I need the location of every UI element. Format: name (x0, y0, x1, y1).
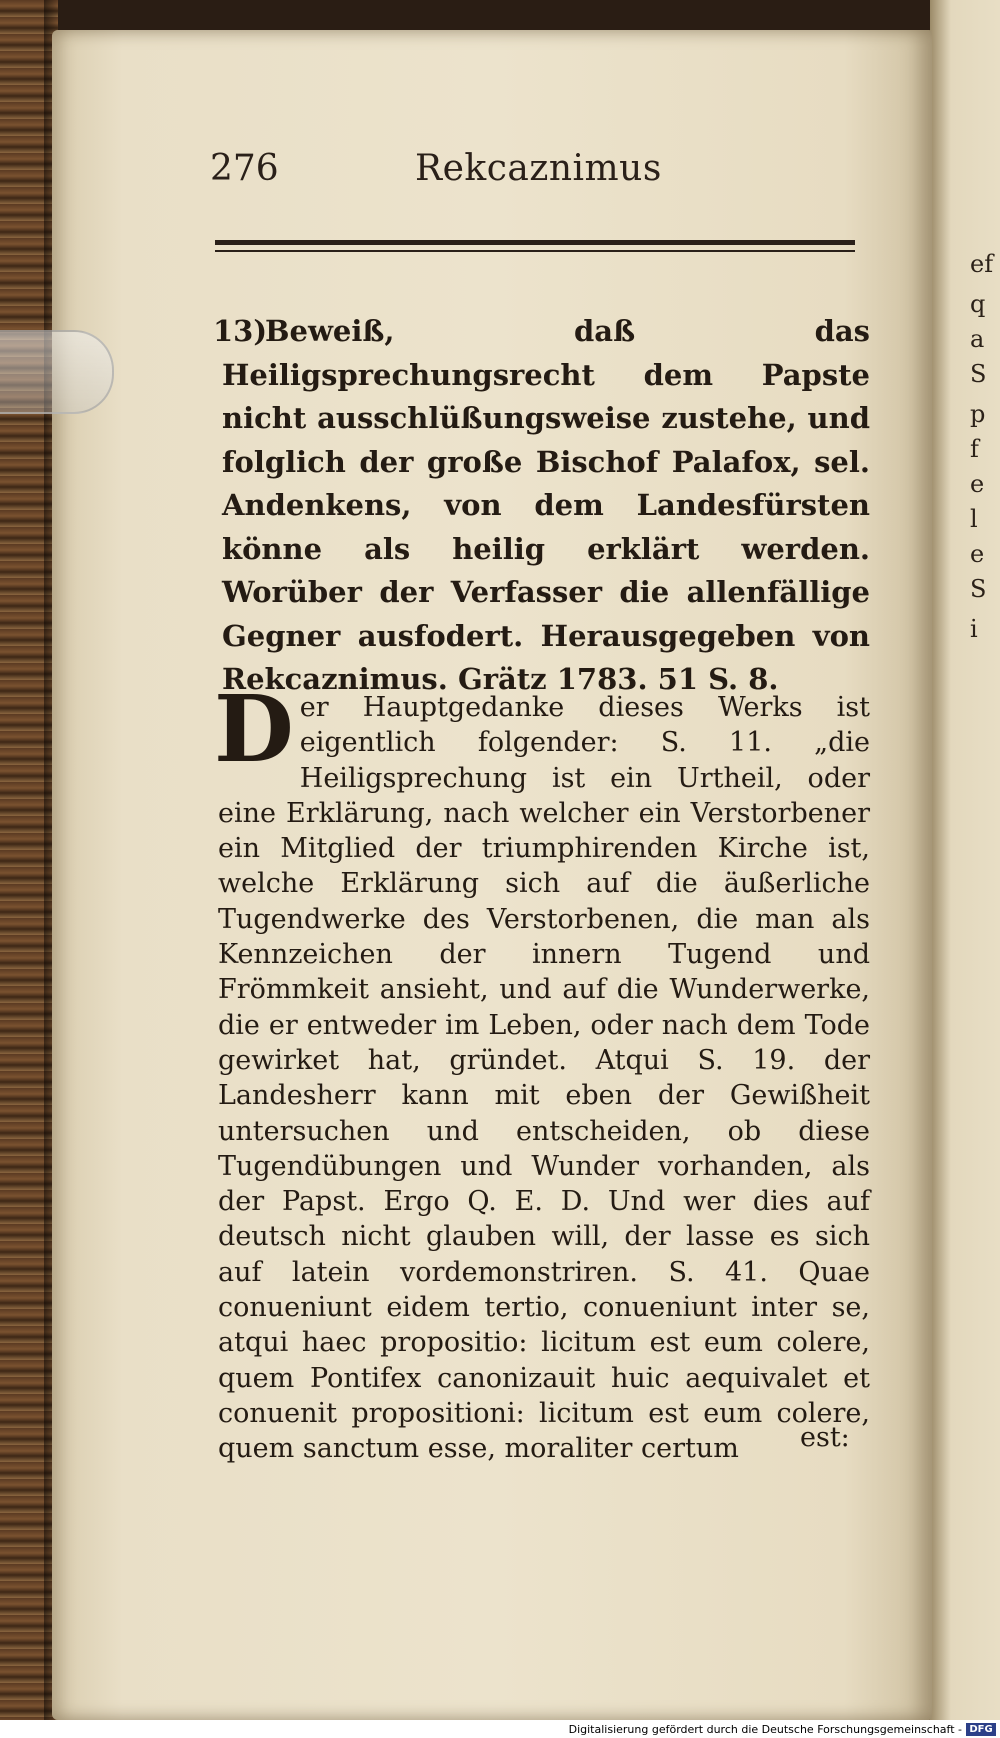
review-body (214, 675, 870, 1467)
footer-bar (0, 1720, 1000, 1738)
facing-fragment: ef (970, 250, 994, 278)
footer-credit: Digitalisierung gefördert durch die Deutsche Forschungsgemeinschaft - (568, 1723, 962, 1736)
entry-number: 13) (213, 314, 268, 348)
book-left-edge (0, 0, 58, 1738)
running-title: Rekcaznimus (415, 148, 662, 189)
entry-title: Beweiß, daß das Heiligsprechungsrecht dem Papste nicht ausschlüßungsweise zustehe, und folglich der große Bischof Palafox, sel. Andenkens, von dem Landesfürsten könne als heilig erklärt werden. Worüber der Verfasser die allenfällige Gegner ausfodert. Herausgegeben von Rekcaznimus. Grätz 1783. 51 S. 8. (222, 314, 870, 696)
facing-fragment: q (970, 290, 986, 318)
facing-fragment: l (970, 505, 978, 533)
bibliographic-entry (213, 310, 870, 702)
facing-fragment: f (970, 435, 979, 463)
drop-cap: D (214, 675, 294, 783)
facing-fragment: S (970, 360, 987, 388)
facing-fragment: p (970, 400, 986, 428)
catchword: est: (800, 1422, 850, 1453)
page-header (210, 148, 860, 198)
header-rule-thin (215, 250, 855, 252)
page-number: 276 (210, 148, 279, 189)
facing-fragment: e (970, 470, 985, 498)
page-clip (0, 330, 114, 414)
facing-fragment: i (970, 615, 978, 643)
facing-page-edge (930, 0, 1000, 1738)
facing-fragment: e (970, 540, 985, 568)
header-rule (215, 240, 855, 245)
facing-fragment: a (970, 325, 985, 353)
dfg-logo: DFG (966, 1723, 996, 1736)
facing-fragment: S (970, 575, 987, 603)
review-text: er Hauptgedanke dieses Werks ist eigentlich folgender: S. 11. „die Heiligsprechung ist ein Urtheil, oder eine Erklärung, nach welcher ein Verstorbener ein Mitglied der triumphirenden Kirche ist, welche Erklärung sich auf die äußerliche Tugendwerke des Verstorbenen, die man als Kennzeichen der innern Tugend und Frömmkeit ansieht, und auf die Wunderwerke, die er entweder im Leben, oder nach dem Tode gewirket hat, gründet. Atqui S. 19. der Landesherr kann mit eben der Gewißheit untersuchen und entscheiden, ob diese Tugendübungen und Wunder vorhanden, als der Papst. Ergo Q. E. D. Und wer dies auf deutsch nicht glauben will, der lasse es sich auf latein vordemonstriren. S. 41. Quae conueniunt eidem tertio, conueniunt inter se, atqui haec propositio: licitum est eum colere, quem Pontifex canonizauit huic aequivalet et conuenit propositioni: licitum est eum colere, quem sanctum esse, moraliter certum (218, 692, 870, 1465)
